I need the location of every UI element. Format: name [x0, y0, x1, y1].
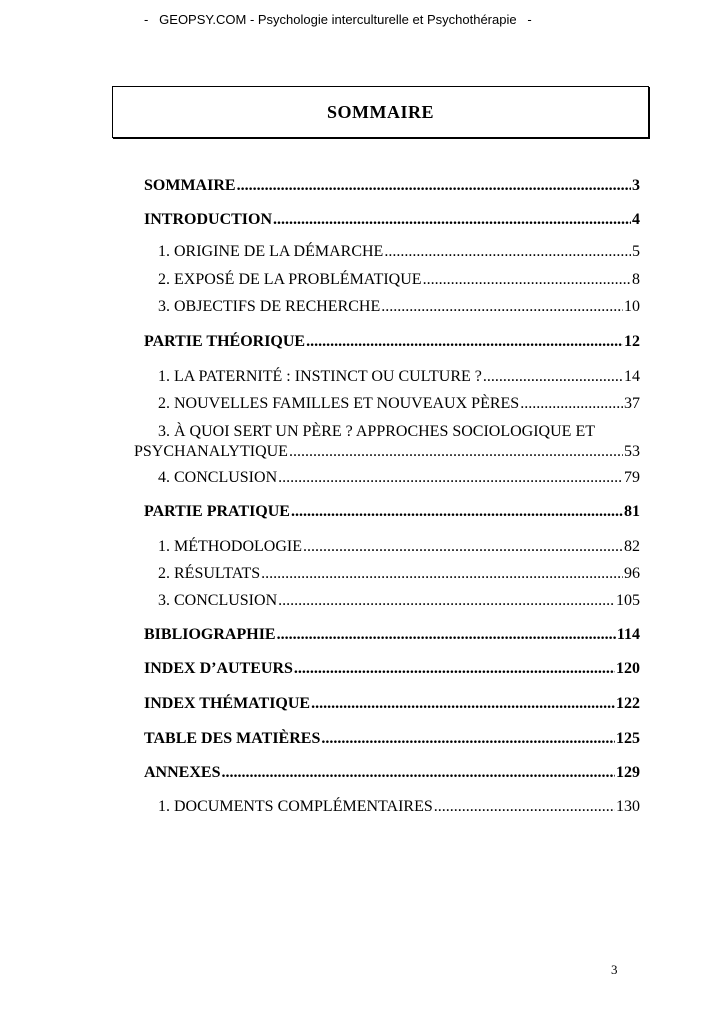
toc-label: PARTIE THÉORIQUE: [144, 333, 306, 350]
toc-entry-theo-2[interactable]: [158, 394, 640, 414]
toc-label: 1. MÉTHODOLOGIE: [158, 538, 302, 555]
toc-page-number: 129: [616, 764, 640, 781]
toc-entry-introduction[interactable]: [144, 210, 640, 230]
toc-page-number: 5: [632, 243, 640, 260]
toc-entry-prat-2[interactable]: [158, 564, 640, 584]
toc-page-number: 96: [624, 565, 640, 582]
dot-leader: [289, 442, 623, 462]
dot-leader: [294, 659, 615, 679]
toc-entry-partie-theorique[interactable]: [144, 332, 640, 352]
dot-leader: [520, 394, 623, 414]
toc-page-number: 3: [632, 177, 640, 194]
toc-label: 2. NOUVELLES FAMILLES ET NOUVEAUX PÈRES: [158, 395, 520, 412]
dot-leader: [303, 537, 623, 557]
toc-entry-index-thematique[interactable]: [144, 694, 640, 714]
toc-page-number: 12: [624, 333, 640, 350]
toc-entry-intro-1[interactable]: [158, 242, 640, 262]
toc-entry-prat-1[interactable]: [158, 537, 640, 557]
toc-label: INTRODUCTION: [144, 211, 273, 228]
toc-label: PARTIE PRATIQUE: [144, 503, 290, 520]
toc-entry-bibliographie[interactable]: [144, 625, 640, 645]
toc-entry-sommaire[interactable]: [144, 176, 640, 196]
toc-label: 2. RÉSULTATS: [158, 565, 261, 582]
running-header: - GEOPSY.COM - Psychologie interculturelle et Psychothérapie -: [144, 12, 532, 27]
dot-leader: [278, 591, 615, 611]
toc-entry-theo-3[interactable]: [134, 422, 640, 462]
toc-entry-partie-pratique[interactable]: [144, 502, 640, 522]
toc-page-number: 105: [616, 592, 640, 609]
dot-leader: [306, 332, 623, 352]
toc-page-number: 14: [624, 368, 640, 385]
toc-label: BIBLIOGRAPHIE: [144, 626, 276, 643]
toc-label: 3. OBJECTIFS DE RECHERCHE: [158, 298, 381, 315]
toc-entry-prat-3[interactable]: [158, 591, 640, 611]
dot-leader: [483, 367, 623, 387]
toc-page-number: 10: [624, 298, 640, 315]
toc-entry-theo-4[interactable]: [158, 468, 640, 488]
toc-label: SOMMAIRE: [144, 177, 236, 194]
toc-entry-intro-2[interactable]: [158, 270, 640, 290]
toc-label: 3. CONCLUSION: [158, 592, 278, 609]
toc-page-number: 120: [616, 660, 640, 677]
toc-label: ANNEXES: [144, 764, 221, 781]
page-number: 3: [611, 962, 618, 977]
toc-label: 2. EXPOSÉ DE LA PROBLÉMATIQUE: [158, 271, 422, 288]
toc-entry-annexes-1[interactable]: [158, 797, 640, 817]
toc-entry-table-matieres[interactable]: [144, 729, 640, 749]
toc-page-number: 130: [616, 798, 640, 815]
toc-label: 4. CONCLUSION: [158, 469, 278, 486]
dot-leader: [261, 564, 623, 584]
toc-label: 1. ORIGINE DE LA DÉMARCHE: [158, 243, 384, 260]
toc-label: TABLE DES MATIÈRES: [144, 730, 321, 747]
toc-label: INDEX D’AUTEURS: [144, 660, 293, 677]
toc-page-number: 122: [616, 695, 640, 712]
dot-leader: [311, 694, 615, 714]
dot-leader: [277, 625, 616, 645]
dot-leader: [384, 242, 631, 262]
dot-leader: [291, 502, 623, 522]
dot-leader: [434, 797, 615, 817]
toc-entry-intro-3[interactable]: [158, 297, 640, 317]
dot-leader: [278, 468, 623, 488]
toc-page-number: 4: [632, 211, 640, 228]
dot-leader: [381, 297, 623, 317]
toc-label-line2: PSYCHANALYTIQUE: [134, 443, 288, 460]
toc-entry-index-auteurs[interactable]: [144, 659, 640, 679]
toc-page-number: 114: [616, 626, 640, 643]
toc-page-number: 53: [624, 443, 640, 460]
title-box: [112, 86, 649, 138]
dot-leader: [321, 729, 615, 749]
toc-entry-annexes[interactable]: [144, 763, 640, 783]
dot-leader: [423, 270, 631, 290]
toc-page-number: 8: [632, 271, 640, 288]
page-title: SOMMAIRE: [327, 101, 434, 122]
toc-label: 1. DOCUMENTS COMPLÉMENTAIRES: [158, 798, 433, 815]
toc-page-number: 125: [616, 730, 640, 747]
toc-page-number: 79: [624, 469, 640, 486]
dot-leader: [221, 763, 615, 783]
dot-leader: [237, 176, 631, 196]
toc-page-number: 37: [624, 395, 640, 412]
toc-page-number: 81: [624, 503, 640, 520]
toc-page-number: 82: [624, 538, 640, 555]
dot-leader: [273, 210, 631, 230]
toc-label: 1. LA PATERNITÉ : INSTINCT OU CULTURE ?: [158, 368, 482, 385]
toc-label-line1: 3. À QUOI SERT UN PÈRE ? APPROCHES SOCIOLOGIQUE ET: [158, 423, 595, 440]
toc-entry-theo-1[interactable]: [158, 367, 640, 387]
toc-label: INDEX THÉMATIQUE: [144, 695, 311, 712]
